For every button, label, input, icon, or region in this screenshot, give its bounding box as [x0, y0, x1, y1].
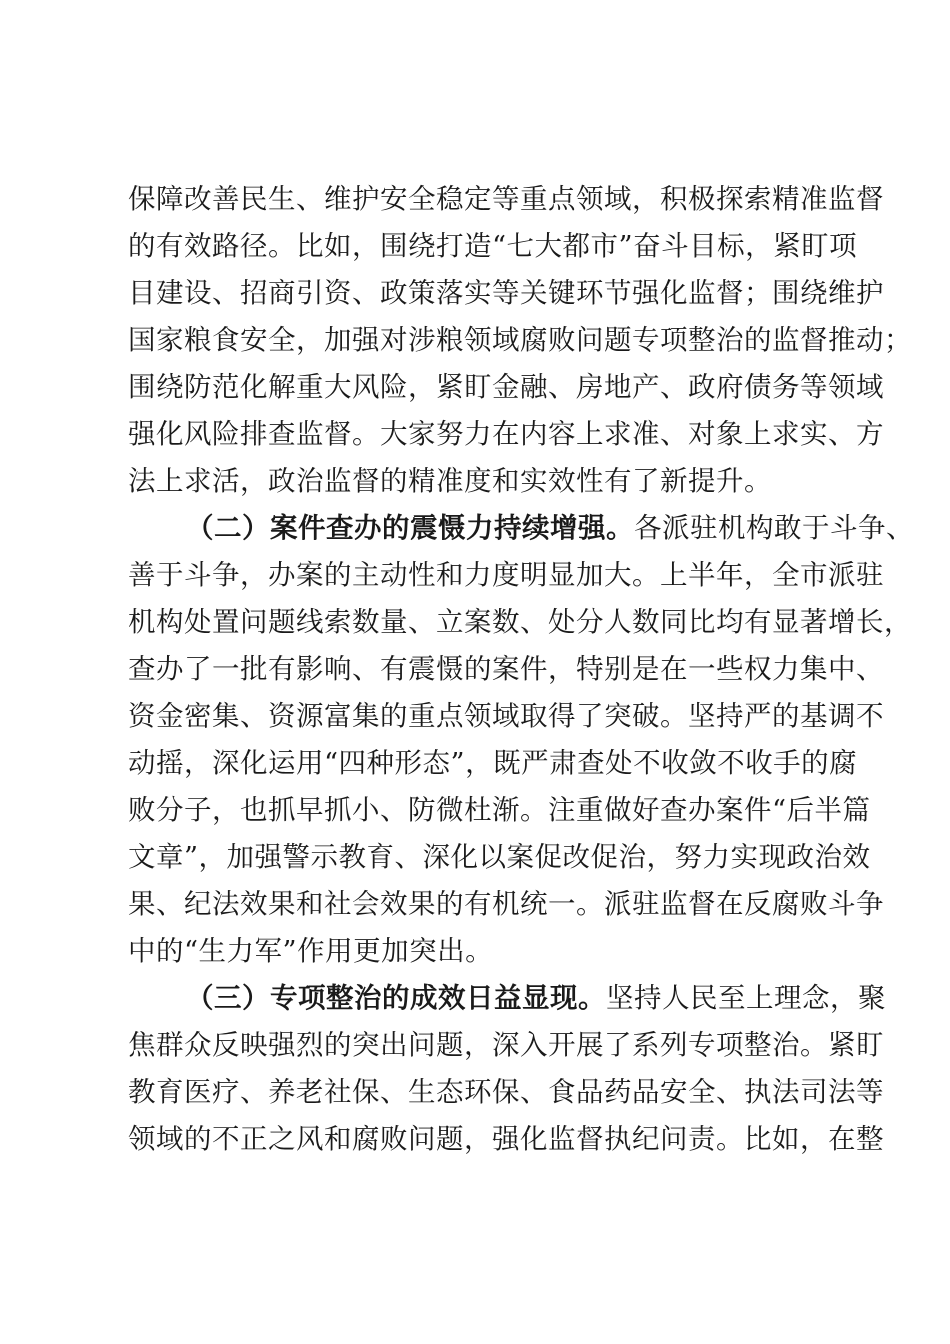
paragraph-1-line: 强化风险排查监督。大家努力在内容上求准、对象上求实、方 — [128, 418, 884, 450]
paragraph-2-line: 败分子，也抓早抓小、防微杜渐。注重做好查办案件“后半篇 — [128, 794, 871, 826]
paragraph-1-line: 保障改善民生、维护安全稳定等重点领域，积极探索精准监督 — [128, 183, 884, 215]
paragraph-2-line: 资金密集、资源富集的重点领域取得了突破。坚持严的基调不 — [128, 700, 884, 732]
paragraph-3-line: 焦群众反映强烈的突出问题，深入开展了系列专项整治。紧盯 — [128, 1029, 884, 1061]
paragraph-2-line: 果、纪法效果和社会效果的有机统一。派驻监督在反腐败斗争 — [128, 888, 884, 920]
paragraph-3-line: 教育医疗、养老社保、生态环保、食品药品安全、执法司法等 — [128, 1076, 884, 1108]
paragraph-2-first-line-text: 各派驻机构敢于斗争、 — [634, 512, 914, 544]
paragraph-2-line: 文章”，加强警示教育、深化以案促改促治，努力实现政治效 — [128, 841, 871, 873]
paragraph-3-heading: （三）专项整治的成效日益显现。 — [186, 982, 606, 1014]
paragraph-2-line: 查办了一批有影响、有震慑的案件，特别是在一些权力集中、 — [128, 653, 884, 685]
paragraph-2-first-line — [186, 504, 914, 552]
paragraph-1-line: 目建设、招商引资、政策落实等关键环节强化监督；围绕维护 — [128, 277, 884, 309]
paragraph-2-line: 动摇，深化运用“四种形态”，既严肃查处不收敛不收手的腐 — [128, 747, 858, 779]
paragraph-2-line: 中的“生力军”作用更加突出。 — [128, 935, 494, 967]
paragraph-3-first-line — [186, 974, 886, 1022]
paragraph-1-line: 的有效路径。比如，围绕打造“七大都市”奋斗目标，紧盯项 — [128, 230, 858, 262]
paragraph-2-line: 善于斗争，办案的主动性和力度明显加大。上半年，全市派驻 — [128, 559, 884, 591]
paragraph-1-line: 围绕防范化解重大风险，紧盯金融、房地产、政府债务等领域 — [128, 371, 884, 403]
paragraph-2-heading: （二）案件查办的震慑力持续增强。 — [186, 512, 634, 544]
paragraph-2-line: 机构处置问题线索数量、立案数、处分人数同比均有显著增长， — [128, 606, 912, 638]
paragraph-3-line: 领域的不正之风和腐败问题，强化监督执纪问责。比如，在整 — [128, 1123, 884, 1155]
paragraph-3-first-line-text: 坚持人民至上理念，聚 — [606, 982, 886, 1014]
paragraph-1-line: 法上求活，政治监督的精准度和实效性有了新提升。 — [128, 465, 772, 497]
paragraph-1-line: 国家粮食安全，加强对涉粮领域腐败问题专项整治的监督推动； — [128, 324, 912, 356]
